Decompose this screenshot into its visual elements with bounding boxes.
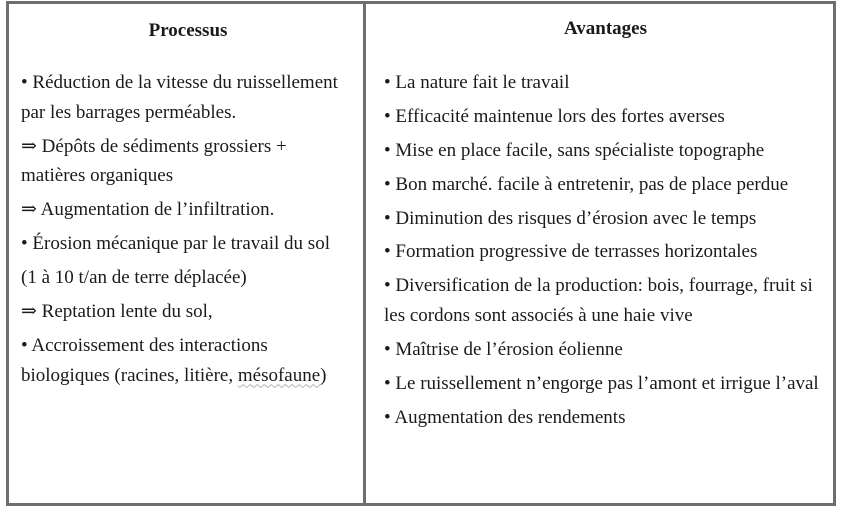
avantage-item-3: • Mise en place facile, sans spécialiste topographe: [384, 139, 765, 161]
processus-item-1: • Réduction de la vitesse du ruissellement par les barrages perméables.: [21, 72, 338, 123]
processus-item-2: ⇒ Dépôts de sédiments grossiers + matières organiques: [21, 135, 287, 186]
avantage-item-2: • Efficacité maintenue lors des fortes averses: [384, 105, 725, 127]
avantage-item-1: • La nature fait le travail: [384, 72, 570, 93]
avantages-column: [366, 4, 833, 503]
avantages-header: Avantages: [563, 18, 648, 39]
avantage-item-9: • Le ruissellement n’engorge pas l’amont et irrigue l’aval: [384, 372, 819, 394]
processus-column: [9, 4, 366, 503]
processus-item-7-text: • Accroissement des interactions biologiques (racines, litière,: [21, 335, 268, 386]
avantage-item-4: • Bon marché. facile à entretenir, pas de place perdue: [384, 173, 789, 195]
processus-item-4: • Érosion mécanique par le travail du sol: [21, 233, 330, 254]
processus-item-7-word: mésofaune: [237, 364, 321, 386]
processus-item-5: (1 à 10 t/an de terre déplacée): [21, 267, 247, 288]
avantage-item-10: • Augmentation des rendements: [384, 406, 626, 428]
avantage-item-7: • Diversification de la production: bois, fourrage, fruit si les cordons sont associés à une haie vive: [384, 275, 813, 326]
processus-item-6: ⇒ Reptation lente du sol,: [21, 301, 213, 322]
processus-item-7-end: ): [320, 364, 327, 386]
processus-item-3: ⇒ Augmentation de l’infiltration.: [21, 199, 275, 220]
avantage-item-5: • Diminution des risques d’érosion avec le temps: [384, 207, 757, 229]
avantage-item-8: • Maîtrise de l’érosion éolienne: [384, 338, 623, 360]
processus-item-7: [21, 331, 355, 390]
comparison-table: [6, 1, 836, 506]
avantage-item-6: • Formation progressive de terrasses horizontales: [384, 241, 758, 263]
processus-header: Processus: [148, 20, 228, 41]
